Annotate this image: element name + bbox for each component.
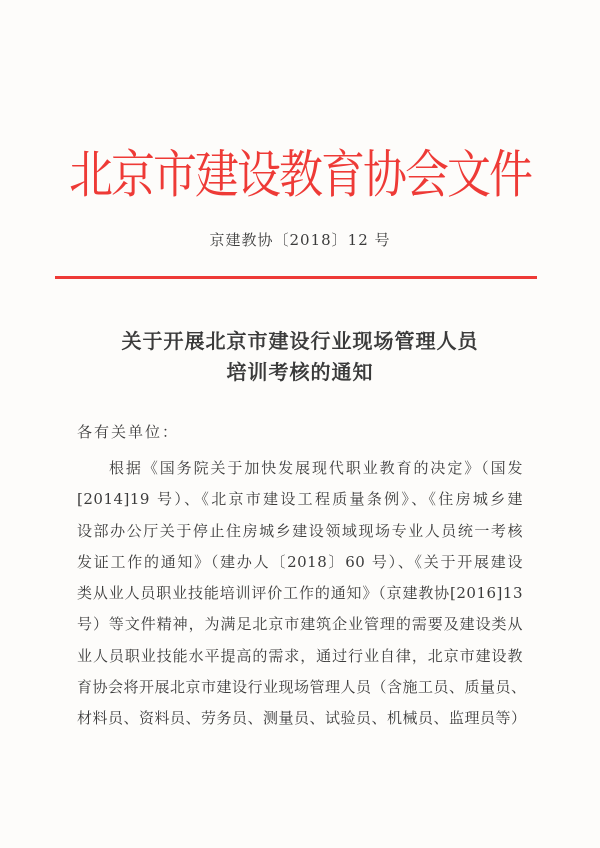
- body-line: 根据《国务院关于加快发展现代职业教育的决定》（国发: [109, 459, 523, 477]
- body-line: 号）等文件精神，为满足北京市建筑企业管理的需要及建设类从: [77, 615, 523, 634]
- document-number: 京建教协〔2018〕12 号: [209, 231, 391, 249]
- body-line: 育协会将开展北京市建设行业现场管理人员（含施工员、质量员、: [77, 678, 527, 697]
- body-line: 类从业人员职业技能培训评价工作的通知》（京建教协[2016]13: [77, 584, 523, 603]
- masthead-title: 北京市建设教育协会文件: [69, 145, 531, 206]
- body-text: [77, 453, 527, 735]
- notice-title: [0, 326, 600, 388]
- body-line: 业人员职业技能水平提高的需求，通过行业自律，北京市建设教: [77, 646, 523, 665]
- red-divider-rule: [55, 276, 537, 279]
- body-line: [2014]19 号）、《北京市建设工程质量条例》、《住房城乡建: [77, 490, 523, 509]
- salutation: 各有关单位：: [77, 423, 180, 441]
- body-line: 设部办公厅关于停止住房城乡建设领域现场专业人员统一考核: [77, 521, 523, 540]
- body-line: 发证工作的通知》（建办人〔2018〕60 号）、《关于开展建设: [77, 552, 523, 571]
- notice-title-line-1: 关于开展北京市建设行业现场管理人员: [121, 329, 479, 353]
- body-line: 材料员、资料员、劳务员、测量员、试验员、机械员、监理员等）: [77, 709, 527, 728]
- notice-title-line-2: 培训考核的通知: [226, 360, 374, 384]
